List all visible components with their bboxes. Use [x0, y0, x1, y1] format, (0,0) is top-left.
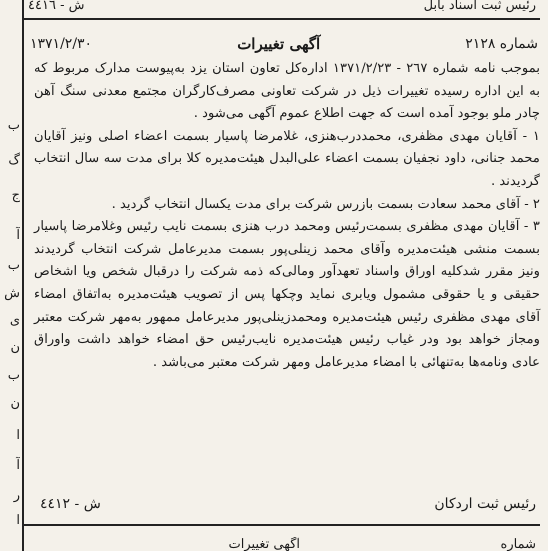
item-1-paragraph: ۱ - آقایان مهدی مظفری، محمددرب‌هنزی، غلامرضا پاسیار بسمت اعضاء اصلی ونیز آقایان محمد جنانی، داود نجفیان بسمت اعضاء علی‌البدل هیئت‌مدیره کلا برای مدت سه سال انتخاب گردیدند .: [34, 128, 540, 189]
notice-body: [34, 58, 540, 374]
footer-issue-number: ش - ٤٤١٢: [40, 496, 101, 512]
previous-signature: رئيس ثبت اسناد بابل: [423, 0, 536, 13]
previous-issue-number: ش - ٤٤١٦: [28, 0, 85, 13]
margin-fragment: ب: [7, 368, 20, 383]
notice-header: [30, 33, 538, 55]
item-2-paragraph: ۲ - آقای محمد سعادت بسمت بازرس شرکت برای مدت یکسال انتخاب گردید .: [111, 196, 540, 212]
bottom-rule: [22, 524, 540, 526]
margin-fragment: ج: [11, 188, 20, 203]
notice-date: ١٣٧١/٢/٣٠: [30, 36, 93, 52]
margin-fragment: ی: [9, 313, 20, 328]
margin-fragment: ب: [7, 118, 20, 133]
top-rule: [22, 18, 540, 20]
column-divider: [22, 0, 24, 551]
next-registration-number: شماره: [500, 537, 536, 551]
item-3-paragraph: ۳ - آقایان مهدی مظفری بسمت‌رئیس ومحمد درب هنزی بسمت نایب رئیس وغلامرضا پاسیار بسمت منشی هیئت‌مدیره وآقای محمد زینلی‌پور بسمت مدیرعامل شرکت انتخاب گردیدند ونیز مقرر شدکلیه اوراق واسناد تعهدآور ومالی‌که ذمه شرکت را درقبال شخص ویا اشخاص حقیقی و یا حقوقی مشمول ویابری نماید وچکها پس از تصویب هیئت‌مدیره به‌اتفاق امضاء آقای مهدی مظفری رئیس هیئت‌مدیره ومحمدزینلی‌پور مدیرعامل ممهور به‌مهر شرکت معتبر ومجاز خواهد بود ودر غیاب رئیس هیئت‌مدیره نایب‌رئیس حق امضاء خواهد داشت واوراق عادی ونامه‌ها به‌تنهائی با امضاء مدیرعامل ومهر شرکت معتبر می‌باشد .: [34, 219, 540, 370]
adjacent-column-fragments: [0, 28, 20, 528]
next-notice-header: [28, 537, 536, 551]
previous-notice-footer: [28, 0, 536, 14]
margin-fragment: ا: [16, 428, 20, 443]
intro-paragraph: بموجب نامه شماره ٢٦٧ - ١٣٧١/٢/٢٣ اداره‌کل تعاون استان یزد به‌پیوست مدارک مربوط که به این اداره رسیده تغییرات ذیل در شرکت تعاونی مصرف‌کارگران مجتمع معدنی سنگ آهن چادر ملو بوجود آمده است که جهت اطلاع عموم آگهی می‌شود .: [34, 61, 540, 122]
margin-fragment: ب: [7, 258, 20, 273]
notice-title: آگهی تغییرات: [237, 35, 321, 53]
margin-fragment: ن: [10, 340, 20, 355]
registration-number: شماره ٢١٢٨: [465, 36, 538, 52]
margin-fragment: ا: [16, 513, 20, 528]
margin-fragment: آ: [16, 228, 20, 243]
margin-fragment: آ: [16, 458, 20, 473]
notice-footer: [40, 493, 536, 515]
margin-fragment: ن: [10, 396, 20, 411]
footer-signature: رئیس ثبت اردکان: [434, 496, 536, 512]
margin-fragment: ر: [13, 488, 20, 503]
margin-fragment: ش: [4, 286, 20, 301]
margin-fragment: گ: [8, 153, 20, 168]
next-notice-title: آگهی تغییرات: [228, 537, 301, 551]
